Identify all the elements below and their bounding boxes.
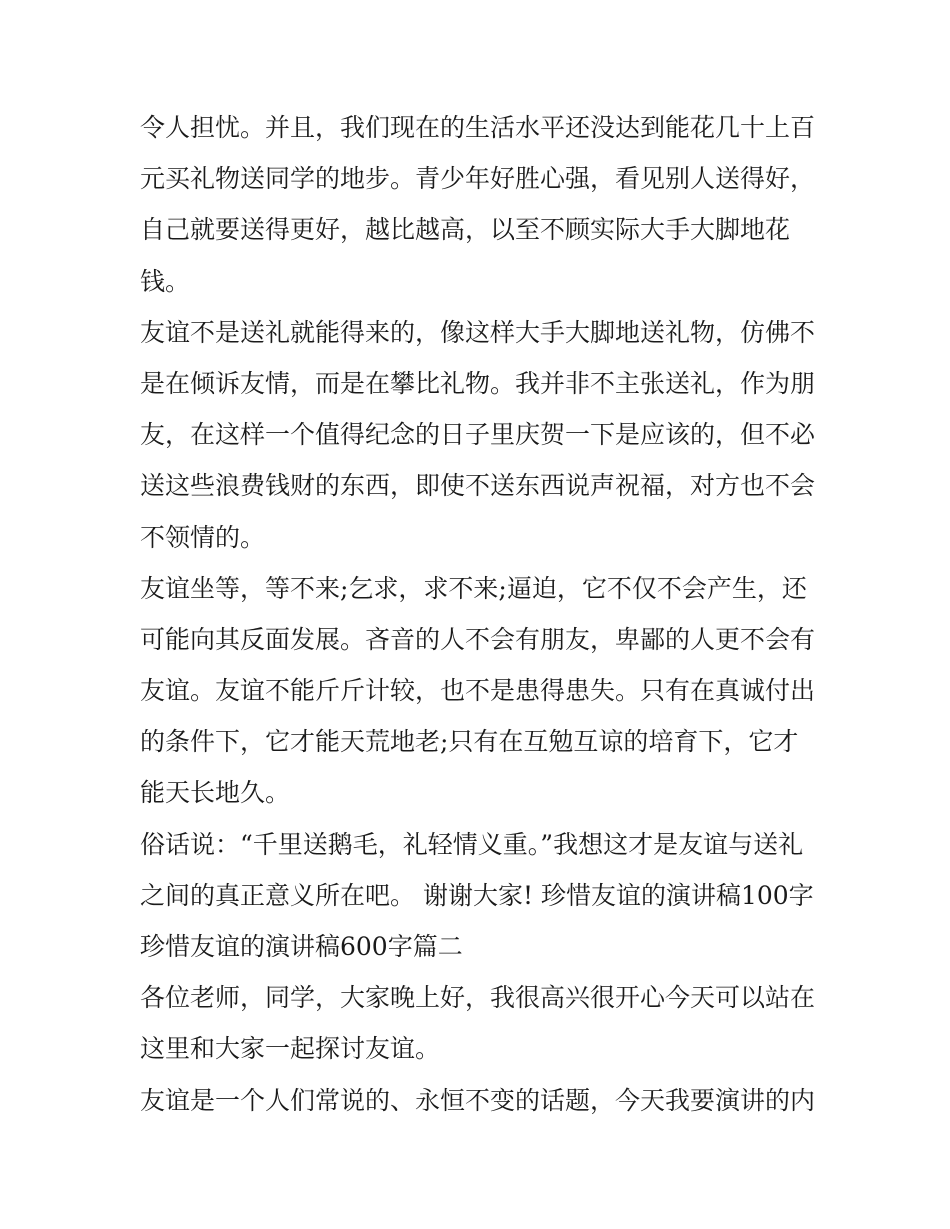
- text-line: 自己就要送得更好，越比越高，以至不顾实际大手大脚地花: [140, 215, 791, 245]
- text-line: 友谊是一个人们常说的、永恒不变的话题，今天我要演讲的内: [140, 1085, 816, 1115]
- text-line: 是在倾诉友情，而是在攀比礼物。我并非不主张送礼，作为朋: [140, 368, 816, 398]
- text-line: 这里和大家一起探讨友谊。: [140, 1034, 441, 1064]
- text-line: 友谊。友谊不能斤斤计较，也不是患得患失。只有在真诚付出: [140, 676, 816, 706]
- text-line: 珍惜友谊的演讲稿600字篇二: [140, 932, 463, 961]
- text-line: 可能向其反面发展。吝音的人不会有朋友，卑鄙的人更不会有: [140, 624, 816, 654]
- text-line: 令人担忧。并且，我们现在的生活水平还没达到能花几十上百: [140, 113, 816, 142]
- text-line: 不领情的。: [140, 522, 266, 552]
- text-line: 能天长地久。: [140, 778, 291, 808]
- text-line: 之间的真正意义所在吧。 谢谢大家! 珍惜友谊的演讲稿100字: [140, 880, 814, 910]
- text-line: 友谊不是送礼就能得来的，像这样大手大脚地送礼物，仿佛不: [140, 317, 816, 347]
- text-line: 友谊坐等，等不来;乞求，求不来;逼迫，它不仅不会产生，还: [140, 573, 807, 603]
- text-line: 钱。: [140, 266, 191, 296]
- text-line: 友，在这样一个值得纪念的日子里庆贺一下是应该的，但不必: [140, 420, 816, 450]
- text-line: 送这些浪费钱财的东西，即使不送东西说声祝福，对方也不会: [140, 471, 816, 501]
- text-line: 俗话说：“千里送鹅毛，礼轻情义重。”我想这才是友谊与送礼: [140, 829, 804, 859]
- text-line: 的条件下，它才能天荒地老;只有在互勉互谅的培育下，它才: [140, 727, 799, 757]
- text-line: 元买礼物送同学的地步。青少年好胜心强，看见别人送得好，: [140, 164, 816, 194]
- document-body: [140, 102, 820, 1126]
- text-line: 各位老师，同学，大家晚上好，我很高兴很开心今天可以站在: [140, 983, 816, 1013]
